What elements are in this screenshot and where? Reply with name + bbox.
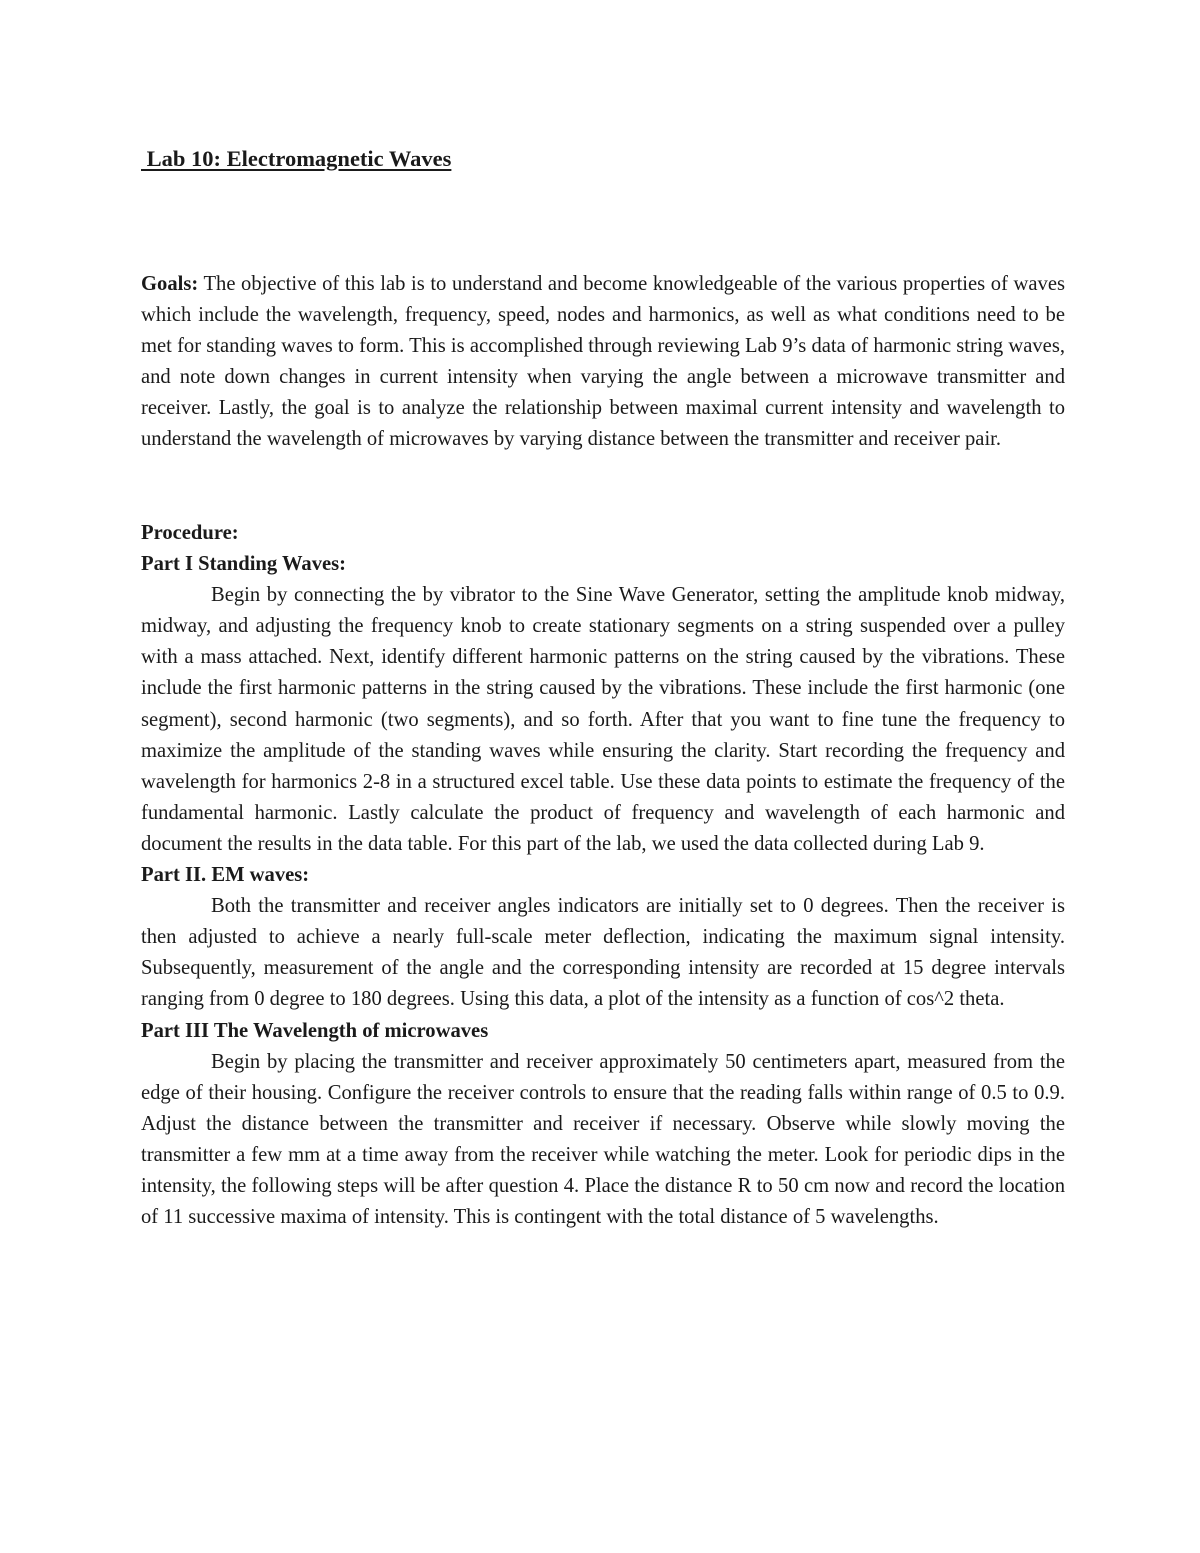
part-1-heading: Part I Standing Waves: — [141, 553, 347, 576]
part-2-heading: Part II. EM waves: — [141, 864, 310, 887]
document-title: Lab 10: Electromagnetic Waves — [141, 146, 452, 171]
procedure-section — [141, 518, 1065, 1233]
document-page — [141, 143, 1065, 1229]
goals-label: Goals: — [141, 273, 199, 295]
part-1-text: Begin by connecting the by vibrator to the Sine Wave Generator, setting the amplitude knob midway, midway, and adjusting the frequency knob to create stationary segments on a string suspended over a pulley with a mass attached. Next, identify different harmonic patterns on the string caused by the vibrations. These include the first harmonic patterns in the string caused by the vibrations. These include the first harmonic (one segment), second harmonic (two segments), and so forth. After that you want to fine tune the frequency to maximize the amplitude of the standing waves while ensuring the clarity. Start recording the frequency and wavelength for harmonics 2-8 in a structured excel table. Use these data points to estimate the frequency of the fundamental harmonic. Lastly calculate the product of frequency and wavelength of each harmonic and document the results in the data table. For this part of the lab, we used the data collected during Lab 9. — [141, 584, 1065, 855]
part-3-text: Begin by placing the transmitter and receiver approximately 50 centimeters apart, measured from the edge of their housing. Configure the receiver controls to ensure that the reading falls within range of 0.5 to 0.9. Adjust the distance between the transmitter and receiver if necessary. Observe while slowly moving the transmitter a few mm at a time away from the receiver while watching the meter. Look for periodic dips in the intensity, the following steps will be after question 4. Place the distance R to 50 cm now and record the location of 11 successive maxima of intensity. This is contingent with the total distance of 5 wavelengths. — [141, 1050, 1065, 1229]
goals-text: The objective of this lab is to understand and become knowledgeable of the various properties of waves which include the wavelength, frequency, speed, nodes and harmonics, as well as what conditions need to be met for standing waves to form. This is accomplished through reviewing Lab 9’s data of harmonic string waves, and note down changes in current intensity when varying the angle between a microwave transmitter and receiver. Lastly, the goal is to analyze the relationship between maximal current intensity and wavelength to understand the wavelength of microwaves by varying distance between the transmitter and receiver pair. — [141, 273, 1065, 451]
goals-paragraph — [141, 269, 1065, 456]
part-3-heading: Part III The Wavelength of microwaves — [141, 1019, 489, 1042]
part-2-text: Both the transmitter and receiver angles indicators are initially set to 0 degrees. Then the receiver is then adjusted to achieve a nearly full-scale meter deflection, indicating the maximum signal intensity. Subsequently, measurement of the angle and the corresponding intensity are recorded at 15 degree intervals ranging from 0 degree to 180 degrees. Using this data, a plot of the intensity as a function of cos^2 theta. — [141, 895, 1065, 1011]
procedure-heading: Procedure: — [141, 522, 239, 544]
